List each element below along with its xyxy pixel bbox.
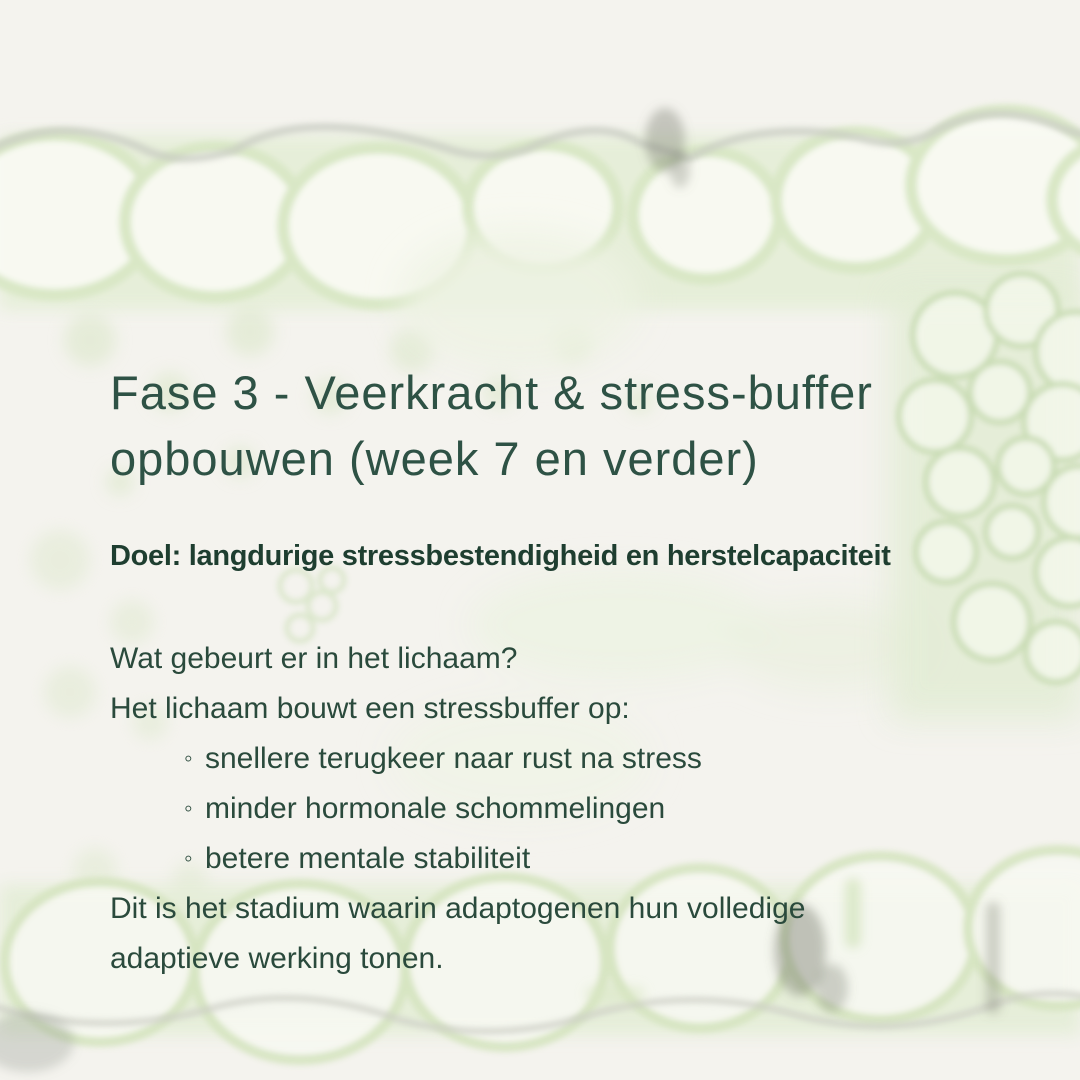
goal-subtitle: Doel: langdurige stressbestendigheid en herstelcapaciteit (110, 540, 891, 572)
body-outro-line-1: Dit is het stadium waarin adaptogenen hun volledige (110, 892, 806, 925)
page-title-line-2: opbouwen (week 7 en verder) (110, 432, 759, 485)
page-title (110, 360, 1050, 492)
body-text-block (110, 634, 1030, 984)
page-title-line-1: Fase 3 - Veerkracht & stress-buffer (110, 366, 873, 419)
body-question: Wat gebeurt er in het lichaam? (110, 642, 518, 675)
bullet-item (110, 784, 1030, 834)
body-outro-line-2: adaptieve werking tonen. (110, 942, 444, 975)
bullet-item (110, 734, 1030, 784)
bullet-text: snellere terugkeer naar rust na stress (205, 742, 702, 775)
bullet-circle-icon: ◦ (184, 745, 193, 772)
bullet-circle-icon: ◦ (184, 845, 193, 872)
bullet-text: minder hormonale schommelingen (205, 792, 666, 825)
bullet-circle-icon: ◦ (184, 795, 193, 822)
body-intro: Het lichaam bouwt een stressbuffer op: (110, 692, 630, 725)
bullet-text: betere mentale stabiliteit (205, 842, 531, 875)
bullet-item (110, 834, 1030, 884)
